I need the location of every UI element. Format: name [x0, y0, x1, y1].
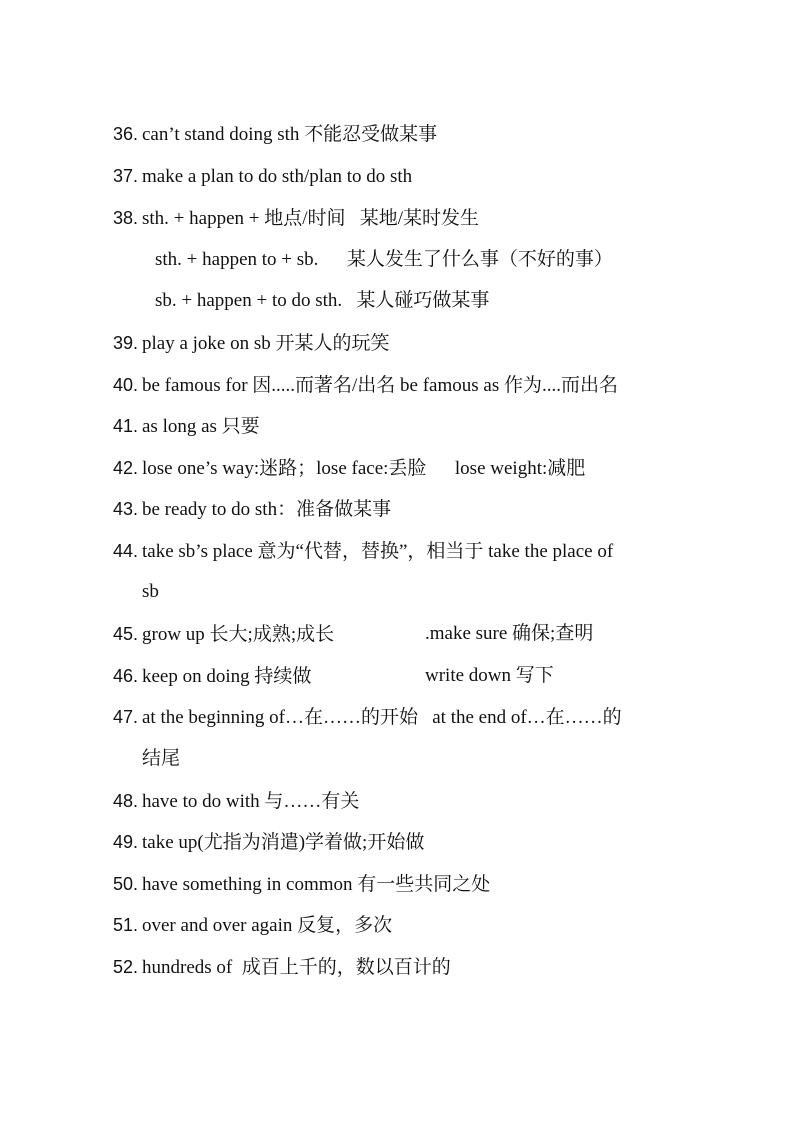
entry-text: as long as 只要 — [142, 416, 260, 437]
entry-number: 44. — [113, 541, 139, 561]
entry-45-right — [425, 619, 593, 649]
entry-38-sub-2 — [155, 286, 489, 316]
entry-text: make a plan to do sth/plan to do sth — [142, 166, 413, 187]
entry-text: be ready to do sth：准备做某事 — [142, 499, 392, 520]
entry-number: 50. — [113, 874, 139, 894]
entry-40 — [113, 370, 618, 400]
entry-subline: sb. + happen + to do sth. 某人碰巧做某事 — [155, 290, 490, 311]
entry-continuation-text: sb — [142, 581, 159, 602]
entry-42 — [113, 453, 585, 483]
entry-text: play a joke on sb 开某人的玩笑 — [142, 333, 390, 354]
entry-text: lose one’s way:迷路；lose face:丢脸 lose weight:减肥 — [142, 458, 586, 479]
entry-number: 39. — [113, 333, 139, 353]
entry-45 — [113, 619, 334, 649]
entry-text: at the beginning of…在……的开始 at the end of…在……的 — [142, 707, 622, 728]
entry-text-left: keep on doing 持续做 — [142, 666, 312, 687]
entry-text: over and over again 反复，多次 — [142, 915, 393, 936]
entry-text-left: grow up 长大;成熟;成长 — [142, 624, 335, 645]
entry-number: 46. — [113, 666, 139, 686]
entry-41 — [113, 411, 260, 441]
entry-50 — [113, 869, 490, 899]
entry-44-continuation — [142, 577, 159, 607]
entry-44 — [113, 536, 613, 566]
entry-number: 43. — [113, 499, 139, 519]
entry-number: 51. — [113, 915, 139, 935]
entry-51 — [113, 910, 392, 940]
entry-46-right — [425, 661, 554, 691]
entry-text: have something in common 有一些共同之处 — [142, 874, 491, 895]
entry-38-sub-1 — [155, 245, 613, 275]
entry-38 — [113, 203, 479, 233]
entry-text: sth. + happen + 地点/时间 某地/某时发生 — [142, 208, 480, 229]
entry-text: can’t stand doing sth 不能忍受做某事 — [142, 124, 438, 145]
entry-number: 42. — [113, 458, 139, 478]
entry-37 — [113, 161, 412, 191]
entry-52 — [113, 952, 451, 982]
entry-number: 49. — [113, 832, 139, 852]
entry-46 — [113, 661, 311, 691]
entry-39 — [113, 328, 390, 358]
entry-number: 38. — [113, 208, 139, 228]
entry-48 — [113, 786, 359, 816]
entry-43 — [113, 494, 391, 524]
entry-text: be famous for 因.....而著名/出名 be famous as 作为....而出名 — [142, 375, 618, 396]
entry-number: 52. — [113, 957, 139, 977]
entry-text-right: .make sure 确保;查明 — [425, 623, 594, 644]
entry-text: hundreds of 成百上千的，数以百计的 — [142, 957, 451, 978]
entry-text: have to do with 与……有关 — [142, 791, 360, 812]
entry-text: take sb’s place 意为“代替，替换”，相当于 take the place of — [142, 541, 614, 562]
entry-number: 37. — [113, 166, 139, 186]
entry-number: 36. — [113, 124, 139, 144]
entry-number: 48. — [113, 791, 139, 811]
entry-text-right: write down 写下 — [425, 665, 554, 686]
entry-49 — [113, 827, 424, 857]
entry-number: 45. — [113, 624, 139, 644]
entry-36 — [113, 119, 437, 149]
entry-number: 47. — [113, 707, 139, 727]
entry-47-continuation — [142, 744, 180, 774]
entry-number: 40. — [113, 375, 139, 395]
entry-text: take up(尤指为消遣)学着做;开始做 — [142, 832, 425, 853]
entry-number: 41. — [113, 416, 139, 436]
entry-subline: sth. + happen to + sb. 某人发生了什么事（不好的事） — [155, 249, 613, 270]
entry-continuation-text: 结尾 — [142, 748, 181, 769]
entry-47 — [113, 702, 622, 732]
